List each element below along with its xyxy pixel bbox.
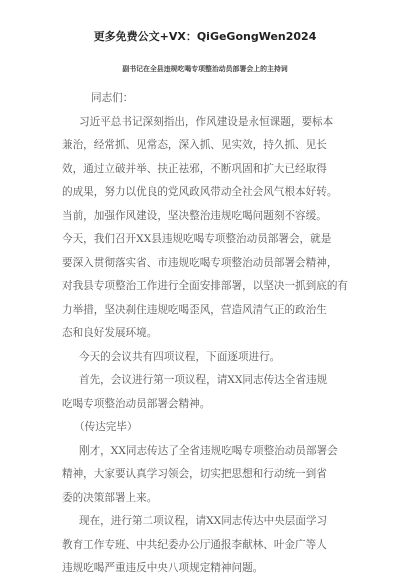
paragraph-line: 刚才，XX同志传达了全省违规吃喝专项整治动员部署会: [79, 444, 338, 457]
paragraph-line: （传达完毕）: [74, 421, 138, 433]
paragraph-line: 委的决策部署上来。: [62, 491, 158, 504]
paragraph-line: 要深入贯彻落实省、市违规吃喝专项整治动员部署会精神，: [62, 256, 338, 269]
paragraph-line: 力举措，坚决刹住违规吃喝歪风，营造风清气正的政治生: [62, 303, 327, 316]
paragraph-line: 今天，我们召开XX县违规吃喝专项整治动员部署会，就是: [62, 233, 332, 245]
paragraph-line: 吃喝专项整治动员部署会精神。: [62, 397, 211, 410]
paragraph-line: 首先，会议进行第一项议程，请XX同志传达全省违规: [79, 374, 328, 386]
paragraph-line: 态和良好发展环境。: [62, 327, 158, 339]
paragraph-line: 习近平总书记深刻指出，作风建设是永恒课题，要标本: [79, 115, 334, 128]
paragraph-line: 今天的会议共有四项议程，下面逐项进行。: [79, 350, 281, 363]
document-title: 副书记在全县违规吃喝专项整治动员部署会上的主持词: [122, 65, 288, 73]
paragraph-line: 兼治，经常抓、见常态，深入抓、见实效，持久抓、见长: [62, 139, 327, 151]
paragraph-line: 的成果，努力以优良的党风政风带动全社会风气根本好转。: [62, 186, 338, 198]
paragraph-line: 违规吃喝严重违反中央八项规定精神问题。: [62, 562, 264, 574]
paragraph-line: 对我县专项整治工作进行全面安排部署，以坚决一抓到底的有: [62, 280, 349, 292]
paragraph-line: 现在，进行第二项议程，请XX同志传达中央层面学习: [79, 515, 328, 527]
paragraph-line: 教育工作专班、中共纪委办公厅通报李献林、叶金广等人: [62, 538, 327, 551]
promo-banner: 更多免费公文+VX：QiGeGongWen2024: [93, 30, 317, 43]
salutation: 同志们：: [91, 92, 134, 104]
paragraph-line: 精神，大家要认真学习领会，切实把思想和行动统一到省: [62, 468, 327, 480]
paragraph-line: 效，通过立破并举、扶正祛邪，不断巩固和扩大已经取得: [62, 162, 327, 175]
paragraph-line: 当前，加强作风建设，坚决整治违规吃喝问题刻不容缓。: [62, 209, 327, 222]
